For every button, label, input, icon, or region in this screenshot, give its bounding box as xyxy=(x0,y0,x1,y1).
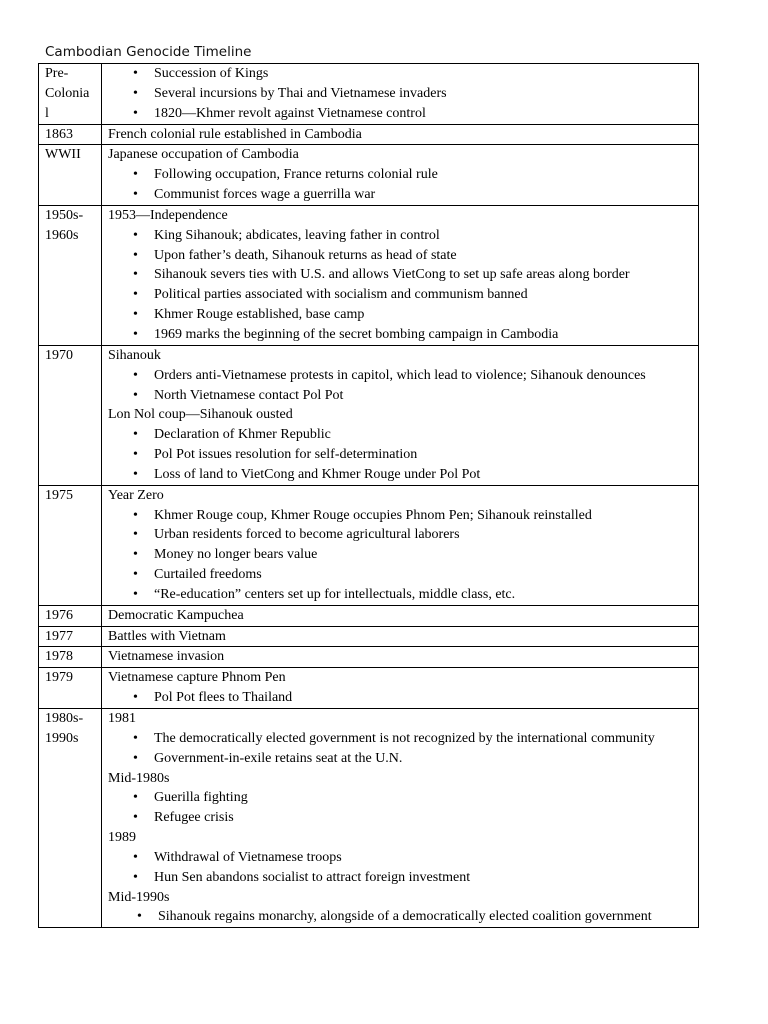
event-heading: Sihanouk xyxy=(108,347,161,363)
events-cell xyxy=(102,205,699,345)
era-label: 1970 xyxy=(45,347,73,363)
era-cell xyxy=(39,345,102,485)
era-label: 1976 xyxy=(45,607,73,623)
events-cell xyxy=(102,605,699,626)
era-label: 1980s- xyxy=(45,711,84,726)
era-label: Colonia xyxy=(45,85,90,101)
document-title: Cambodian Genocide Timeline xyxy=(45,44,252,60)
event-heading: 1981 xyxy=(108,711,136,726)
event-bullet: • Political parties associated with socialism and communism banned xyxy=(108,285,694,305)
event-bullet-list xyxy=(108,907,694,927)
event-bullet: • Urban residents forced to become agricultural laborers xyxy=(108,525,694,545)
event-bullet-list xyxy=(108,848,694,888)
event-bullet: • 1820—Khmer revolt against Vietnamese control xyxy=(108,104,694,124)
event-heading: Year Zero xyxy=(108,487,164,503)
event-heading: Vietnamese capture Phnom Pen xyxy=(108,670,286,686)
era-cell xyxy=(39,668,102,709)
event-heading: 1953—Independence xyxy=(108,207,228,223)
timeline-table xyxy=(38,63,699,928)
event-heading: 1989 xyxy=(108,830,136,846)
era-label: 1978 xyxy=(45,649,73,665)
events-cell xyxy=(102,626,699,647)
timeline-body xyxy=(39,64,699,928)
event-heading: Mid-1980s xyxy=(108,770,170,786)
era-label: 1863 xyxy=(45,126,73,142)
event-bullet: • Government-in-exile retains seat at the U.N. xyxy=(108,749,694,769)
timeline-row xyxy=(39,64,699,125)
event-bullet-list xyxy=(108,688,694,708)
event-bullet: • Sihanouk severs ties with U.S. and allows VietCong to set up safe areas along border xyxy=(108,265,694,285)
events-cell xyxy=(102,485,699,605)
event-bullet-list xyxy=(108,366,694,406)
timeline-row xyxy=(39,647,699,668)
era-label: 1979 xyxy=(45,670,73,686)
era-cell xyxy=(39,124,102,145)
event-bullet: • Orders anti-Vietnamese protests in capitol, which lead to violence; Sihanouk denounces xyxy=(108,366,694,386)
event-bullet: • Sihanouk regains monarchy, alongside of a democratically elected coalition government xyxy=(108,907,694,927)
timeline-row xyxy=(39,485,699,605)
era-label: 1977 xyxy=(45,628,73,644)
era-label: 1990s xyxy=(45,730,79,746)
era-cell xyxy=(39,64,102,125)
era-cell xyxy=(39,647,102,668)
event-bullet-list xyxy=(108,226,694,345)
event-bullet-list xyxy=(108,64,694,124)
timeline-row xyxy=(39,668,699,709)
event-bullet-list xyxy=(108,788,694,828)
event-bullet: • Khmer Rouge established, base camp xyxy=(108,305,694,325)
timeline-row xyxy=(39,709,699,928)
event-bullet: • Withdrawal of Vietnamese troops xyxy=(108,848,694,868)
event-bullet-list xyxy=(108,165,694,205)
event-bullet: • Refugee crisis xyxy=(108,808,694,828)
event-bullet: • Pol Pot flees to Thailand xyxy=(108,688,694,708)
event-bullet: • 1969 marks the beginning of the secret bombing campaign in Cambodia xyxy=(108,325,694,345)
event-bullet: • Curtailed freedoms xyxy=(108,565,694,585)
event-bullet: • Succession of Kings xyxy=(108,64,694,84)
event-bullet: • Declaration of Khmer Republic xyxy=(108,425,694,445)
event-heading: French colonial rule established in Cambodia xyxy=(108,126,362,142)
event-heading: Mid-1990s xyxy=(108,889,170,905)
era-label: l xyxy=(45,105,49,121)
era-label: 1950s- xyxy=(45,207,84,223)
era-label: Pre- xyxy=(45,66,69,81)
event-bullet: • “Re-education” centers set up for intellectuals, middle class, etc. xyxy=(108,585,694,605)
event-bullet: • Upon father’s death, Sihanouk returns as head of state xyxy=(108,246,694,266)
event-bullet: • Loss of land to VietCong and Khmer Rouge under Pol Pot xyxy=(108,465,694,485)
era-cell xyxy=(39,145,102,206)
era-label: 1975 xyxy=(45,487,73,503)
era-cell xyxy=(39,709,102,928)
timeline-row xyxy=(39,626,699,647)
event-heading: Vietnamese invasion xyxy=(108,649,225,665)
event-bullet: • Following occupation, France returns colonial rule xyxy=(108,165,694,185)
timeline-row xyxy=(39,345,699,485)
events-cell xyxy=(102,124,699,145)
era-label: WWII xyxy=(45,147,81,163)
era-cell xyxy=(39,605,102,626)
event-bullet: • Khmer Rouge coup, Khmer Rouge occupies Phnom Pen; Sihanouk reinstalled xyxy=(108,506,694,526)
event-bullet: • Money no longer bears value xyxy=(108,545,694,565)
era-cell xyxy=(39,626,102,647)
era-cell xyxy=(39,485,102,605)
event-bullet: • Guerilla fighting xyxy=(108,788,694,808)
event-bullet: • Several incursions by Thai and Vietnamese invaders xyxy=(108,84,694,104)
events-cell xyxy=(102,345,699,485)
event-bullet-list xyxy=(108,729,694,769)
event-bullet-list xyxy=(108,506,694,605)
timeline-row xyxy=(39,605,699,626)
timeline-row xyxy=(39,145,699,206)
event-bullet: • North Vietnamese contact Pol Pot xyxy=(108,386,694,406)
event-bullet: • The democratically elected government is not recognized by the international community xyxy=(108,729,694,749)
events-cell xyxy=(102,647,699,668)
event-bullet: • Communist forces wage a guerrilla war xyxy=(108,185,694,205)
era-cell xyxy=(39,205,102,345)
event-heading: Democratic Kampuchea xyxy=(108,607,244,623)
timeline-row xyxy=(39,205,699,345)
events-cell xyxy=(102,709,699,928)
events-cell xyxy=(102,668,699,709)
event-bullet-list xyxy=(108,425,694,485)
event-bullet: • King Sihanouk; abdicates, leaving father in control xyxy=(108,226,694,246)
event-heading: Japanese occupation of Cambodia xyxy=(108,147,299,163)
timeline-row xyxy=(39,124,699,145)
events-cell xyxy=(102,145,699,206)
event-heading: Battles with Vietnam xyxy=(108,628,226,644)
event-heading: Lon Nol coup—Sihanouk ousted xyxy=(108,407,293,423)
event-bullet: • Hun Sen abandons socialist to attract foreign investment xyxy=(108,868,694,888)
event-bullet: • Pol Pot issues resolution for self-determination xyxy=(108,445,694,465)
era-label: 1960s xyxy=(45,227,79,243)
events-cell xyxy=(102,64,699,125)
